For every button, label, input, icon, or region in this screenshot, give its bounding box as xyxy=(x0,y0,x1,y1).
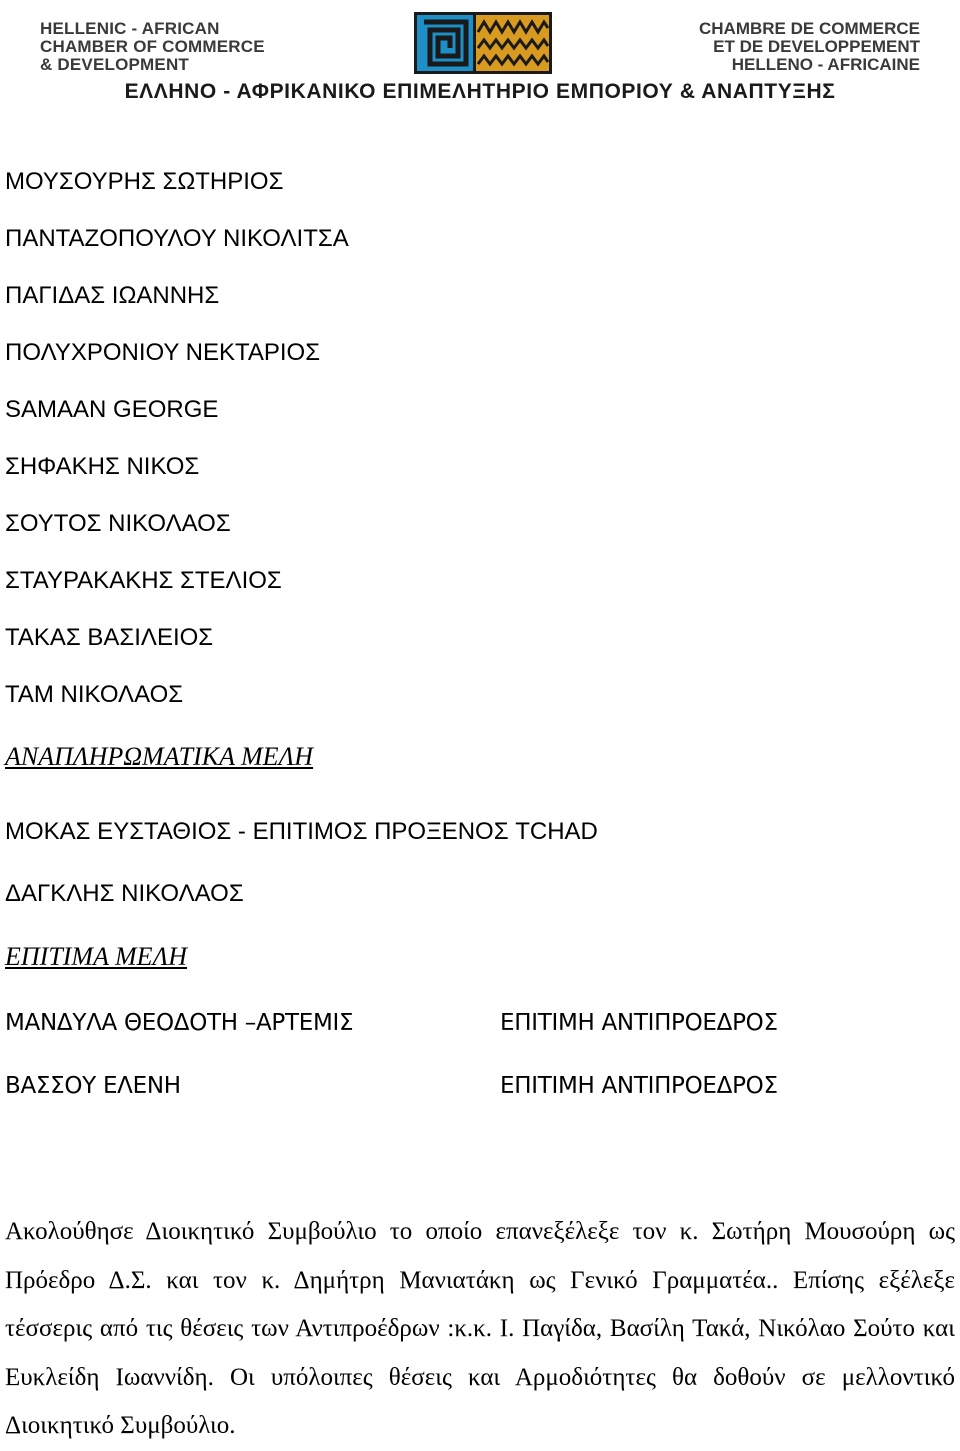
alternate-member-name: ΜΟΚΑΣ ΕΥΣΤΑΘΙΟΣ - ΕΠΙΤΙΜΟΣ ΠΡΟΞΕΝΟΣ TCHAD xyxy=(5,818,598,845)
honorary-members-heading: ΕΠΙΤΙΜΑ ΜΕΛΗ xyxy=(5,942,188,971)
honorary-member-name: ΒΑΣΣΟΥ ΕΛΕΝΗ xyxy=(5,1073,181,1099)
letterhead xyxy=(0,0,960,120)
member-name: ΠΟΛΥΧΡΟΝΙΟΥ ΝΕΚΤΑΡΙΟΣ xyxy=(5,339,321,366)
member-name: ΜΟΥΣΟΥΡΗΣ ΣΩΤΗΡΙΟΣ xyxy=(5,168,284,195)
member-name: ΤΑΜ ΝΙΚΟΛΑΟΣ xyxy=(5,681,184,708)
member-name: ΣΤΑΥΡΑΚΑΚΗΣ ΣΤΕΛΙΟΣ xyxy=(5,567,282,594)
letterhead-left-line: & DEVELOPMENT xyxy=(40,55,190,74)
alternate-members-heading: ΑΝΑΠΛΗΡΩΜΑΤΙΚΑ ΜΕΛΗ xyxy=(5,742,314,771)
letterhead-right-line: ET DE DEVELOPPEMENT xyxy=(713,37,920,56)
member-name: SAMAAN GEORGE xyxy=(5,396,219,423)
honorary-member-role: ΕΠΙΤΙΜΗ ΑΝΤΙΠΡΟΕΔΡΟΣ xyxy=(500,1010,778,1036)
member-name: ΠΑΝΤΑΖΟΠΟΥΛΟΥ ΝΙΚΟΛΙΤΣΑ xyxy=(5,225,349,252)
alternate-member-name: ΔΑΓΚΛΗΣ ΝΙΚΟΛΑΟΣ xyxy=(5,880,244,907)
closing-paragraph: Ακολούθησε Διοικητικό Συμβούλιο το οποίο επανεξέλεξε τον κ. Σωτήρη Μουσούρη ως Πρόεδρο Δ.Σ. και τον κ. Δημήτρη Μανιατάκη ως Γενικό Γραμματέα.. Επίσης εξέλεξε τέσσερις από τις θέσεις των Αντιπροέδρων :κ.κ. Ι. Παγίδα, Βασίλη Τακά, Νικόλαο Σούτο και Ευκλείδη Ιωαννίδη. Οι υπόλοιπες θέσεις και Αρμοδιότητες θα δοθούν σε μελλοντικό Διοικητικό Συμβούλιο. xyxy=(5,1218,955,1439)
honorary-member-role: ΕΠΙΤΙΜΗ ΑΝΤΙΠΡΟΕΔΡΟΣ xyxy=(500,1073,778,1099)
letterhead-greek-name: ΕΛΛΗΝΟ - ΑΦΡΙΚΑΝΙΚΟ ΕΠΙΜΕΛΗΤΗΡΙΟ ΕΜΠΟΡΙΟΥ & ΑΝΑΠΤΥΞΗΣ xyxy=(124,80,836,103)
member-name: ΤΑΚΑΣ ΒΑΣΙΛΕΙΟΣ xyxy=(5,624,214,651)
letterhead-english-name xyxy=(40,20,265,74)
chamber-logo xyxy=(414,12,552,74)
letterhead-left-line: HELLENIC - AFRICAN xyxy=(40,19,220,38)
letterhead-left-line: CHAMBER OF COMMERCE xyxy=(40,37,265,56)
letterhead-right-line: HELLENO - AFRICAINE xyxy=(731,55,920,74)
member-name: ΠΑΓΙΔΑΣ ΙΩΑΝΝΗΣ xyxy=(5,282,220,309)
letterhead-french-name xyxy=(628,20,920,74)
member-name: ΣΗΦΑΚΗΣ ΝΙΚΟΣ xyxy=(5,453,200,480)
member-name: ΣΟΥΤΟΣ ΝΙΚΟΛΑΟΣ xyxy=(5,510,231,537)
honorary-member-name: ΜΑΝΔΥΛΑ ΘΕΟΔΟΤΗ –ΑΡΤΕΜΙΣ xyxy=(5,1010,354,1036)
letterhead-right-line: CHAMBRE DE COMMERCE xyxy=(699,19,920,38)
